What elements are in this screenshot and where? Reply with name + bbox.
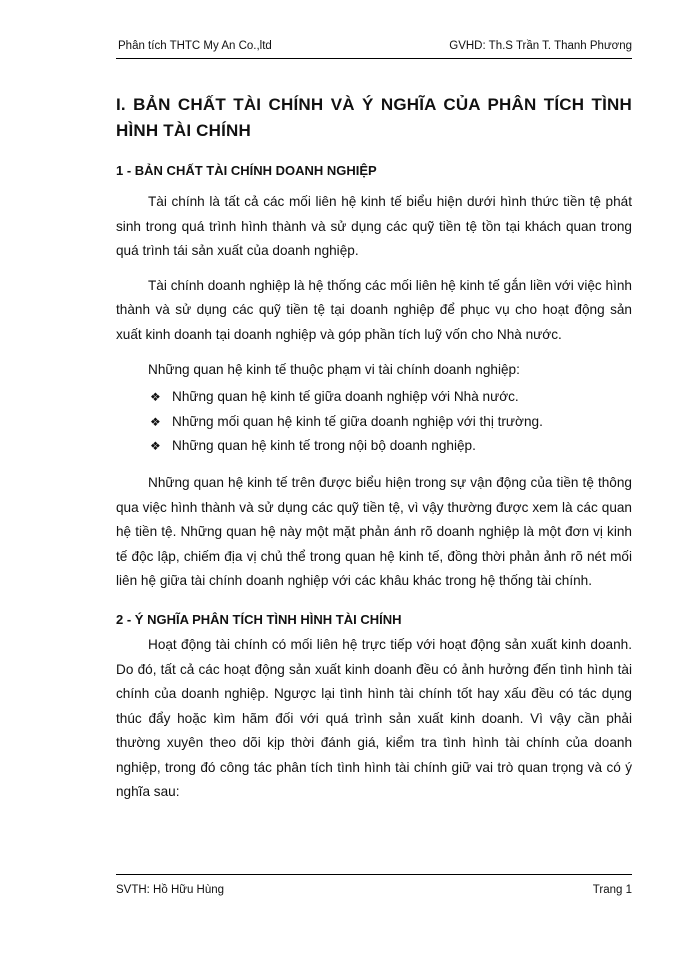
subsection-2-heading: 2 - Ý NGHĨA PHÂN TÍCH TÌNH HÌNH TÀI CHÍNH: [116, 611, 402, 627]
diamond-bullet-icon: ❖: [150, 390, 161, 405]
section-title: I. BẢN CHẤT TÀI CHÍNH VÀ Ý NGHĨA CỦA PHÂN TÍCH TÌNH HÌNH TÀI CHÍNH: [116, 95, 632, 140]
page-number: Trang 1: [592, 884, 632, 896]
list-item-text: Những quan hệ kinh tế trong nội bộ doanh nghiệp.: [172, 438, 476, 454]
header-right-text: GVHD: Th.S Trần T. Thanh Phương: [449, 40, 632, 52]
paragraph-3: Những quan hệ kinh tế thuộc phạm vi tài chính doanh nghiệp:: [148, 361, 520, 377]
paragraph-4: Những quan hệ kinh tế trên được biểu hiện trong sự vận động của tiền tệ thông qua việc hình thành và sử dụng các quỹ tiền tệ, vì vậy thường được xem là các quan hệ tiền tệ. Những quan hệ này một mặt phản ánh rõ doanh nghiệp là một đơn vị kinh tế độc lập, chiếm địa vị chủ thể trong quan hệ kinh tế, đồng thời phản ảnh rõ nét mối liên hệ giữa tài chính doanh nghiệp với các khâu khác trong hệ thống tài chính.: [116, 474, 632, 589]
list-item-text: Những mối quan hệ kinh tế giữa doanh nghiệp với thị trường.: [172, 413, 543, 429]
paragraph-5: Hoạt động tài chính có mối liên hệ trực tiếp với hoạt động sản xuất kinh doanh. Do đó, tất cả các hoạt động sản xuất kinh doanh đều có ảnh hưởng đến tình hình tài chính của doanh nghiệp. Ngược lại tình hình tài chính tốt hay xấu đều có tác dụng thúc đẩy hoặc kìm hãm đối với quá trình sản xuất kinh doanh. Vì vậy cần phải thường xuyên theo dõi kịp thời đánh giá, kiểm tra tình hình tài chính của doanh nghiệp, trong đó công tác phân tích tình hình tài chính giữ vai trò quan trọng và có ý nghĩa sau:: [116, 636, 632, 800]
page-footer: [116, 874, 632, 899]
page-content: [116, 92, 632, 805]
paragraph-2: Tài chính doanh nghiệp là hệ thống các mối liên hệ kinh tế gắn liền với việc hình thành và sử dụng các quỹ tiền tệ tại doanh nghiệp để phục vụ cho hoạt động sản xuất kinh doanh tại doanh nghiệp và góp phần tích luỹ vốn cho Nhà nước.: [116, 277, 632, 342]
page-header: [116, 40, 632, 59]
list-item: [150, 434, 632, 459]
footer-left-text: SVTH: Hồ Hữu Hùng: [116, 884, 225, 896]
subsection-1-heading: 1 - BẢN CHẤT TÀI CHÍNH DOANH NGHIỆP: [116, 163, 377, 178]
bullet-list: [116, 385, 632, 459]
paragraph-1: Tài chính là tất cả các mối liên hệ kinh tế biểu hiện dưới hình thức tiền tệ phát sinh trong quá trình hình thành và sử dụng các quỹ tiền tệ tồn tại khách quan trong quá trình tái sản xuất của doanh nghiệp.: [116, 194, 632, 259]
list-item: [150, 385, 632, 410]
diamond-bullet-icon: ❖: [150, 414, 161, 429]
diamond-bullet-icon: ❖: [150, 439, 161, 454]
list-item-text: Những quan hệ kinh tế giữa doanh nghiệp với Nhà nước.: [172, 389, 519, 405]
header-left-text: Phân tích THTC My An Co.,ltd: [118, 40, 272, 52]
list-item: [150, 410, 632, 435]
